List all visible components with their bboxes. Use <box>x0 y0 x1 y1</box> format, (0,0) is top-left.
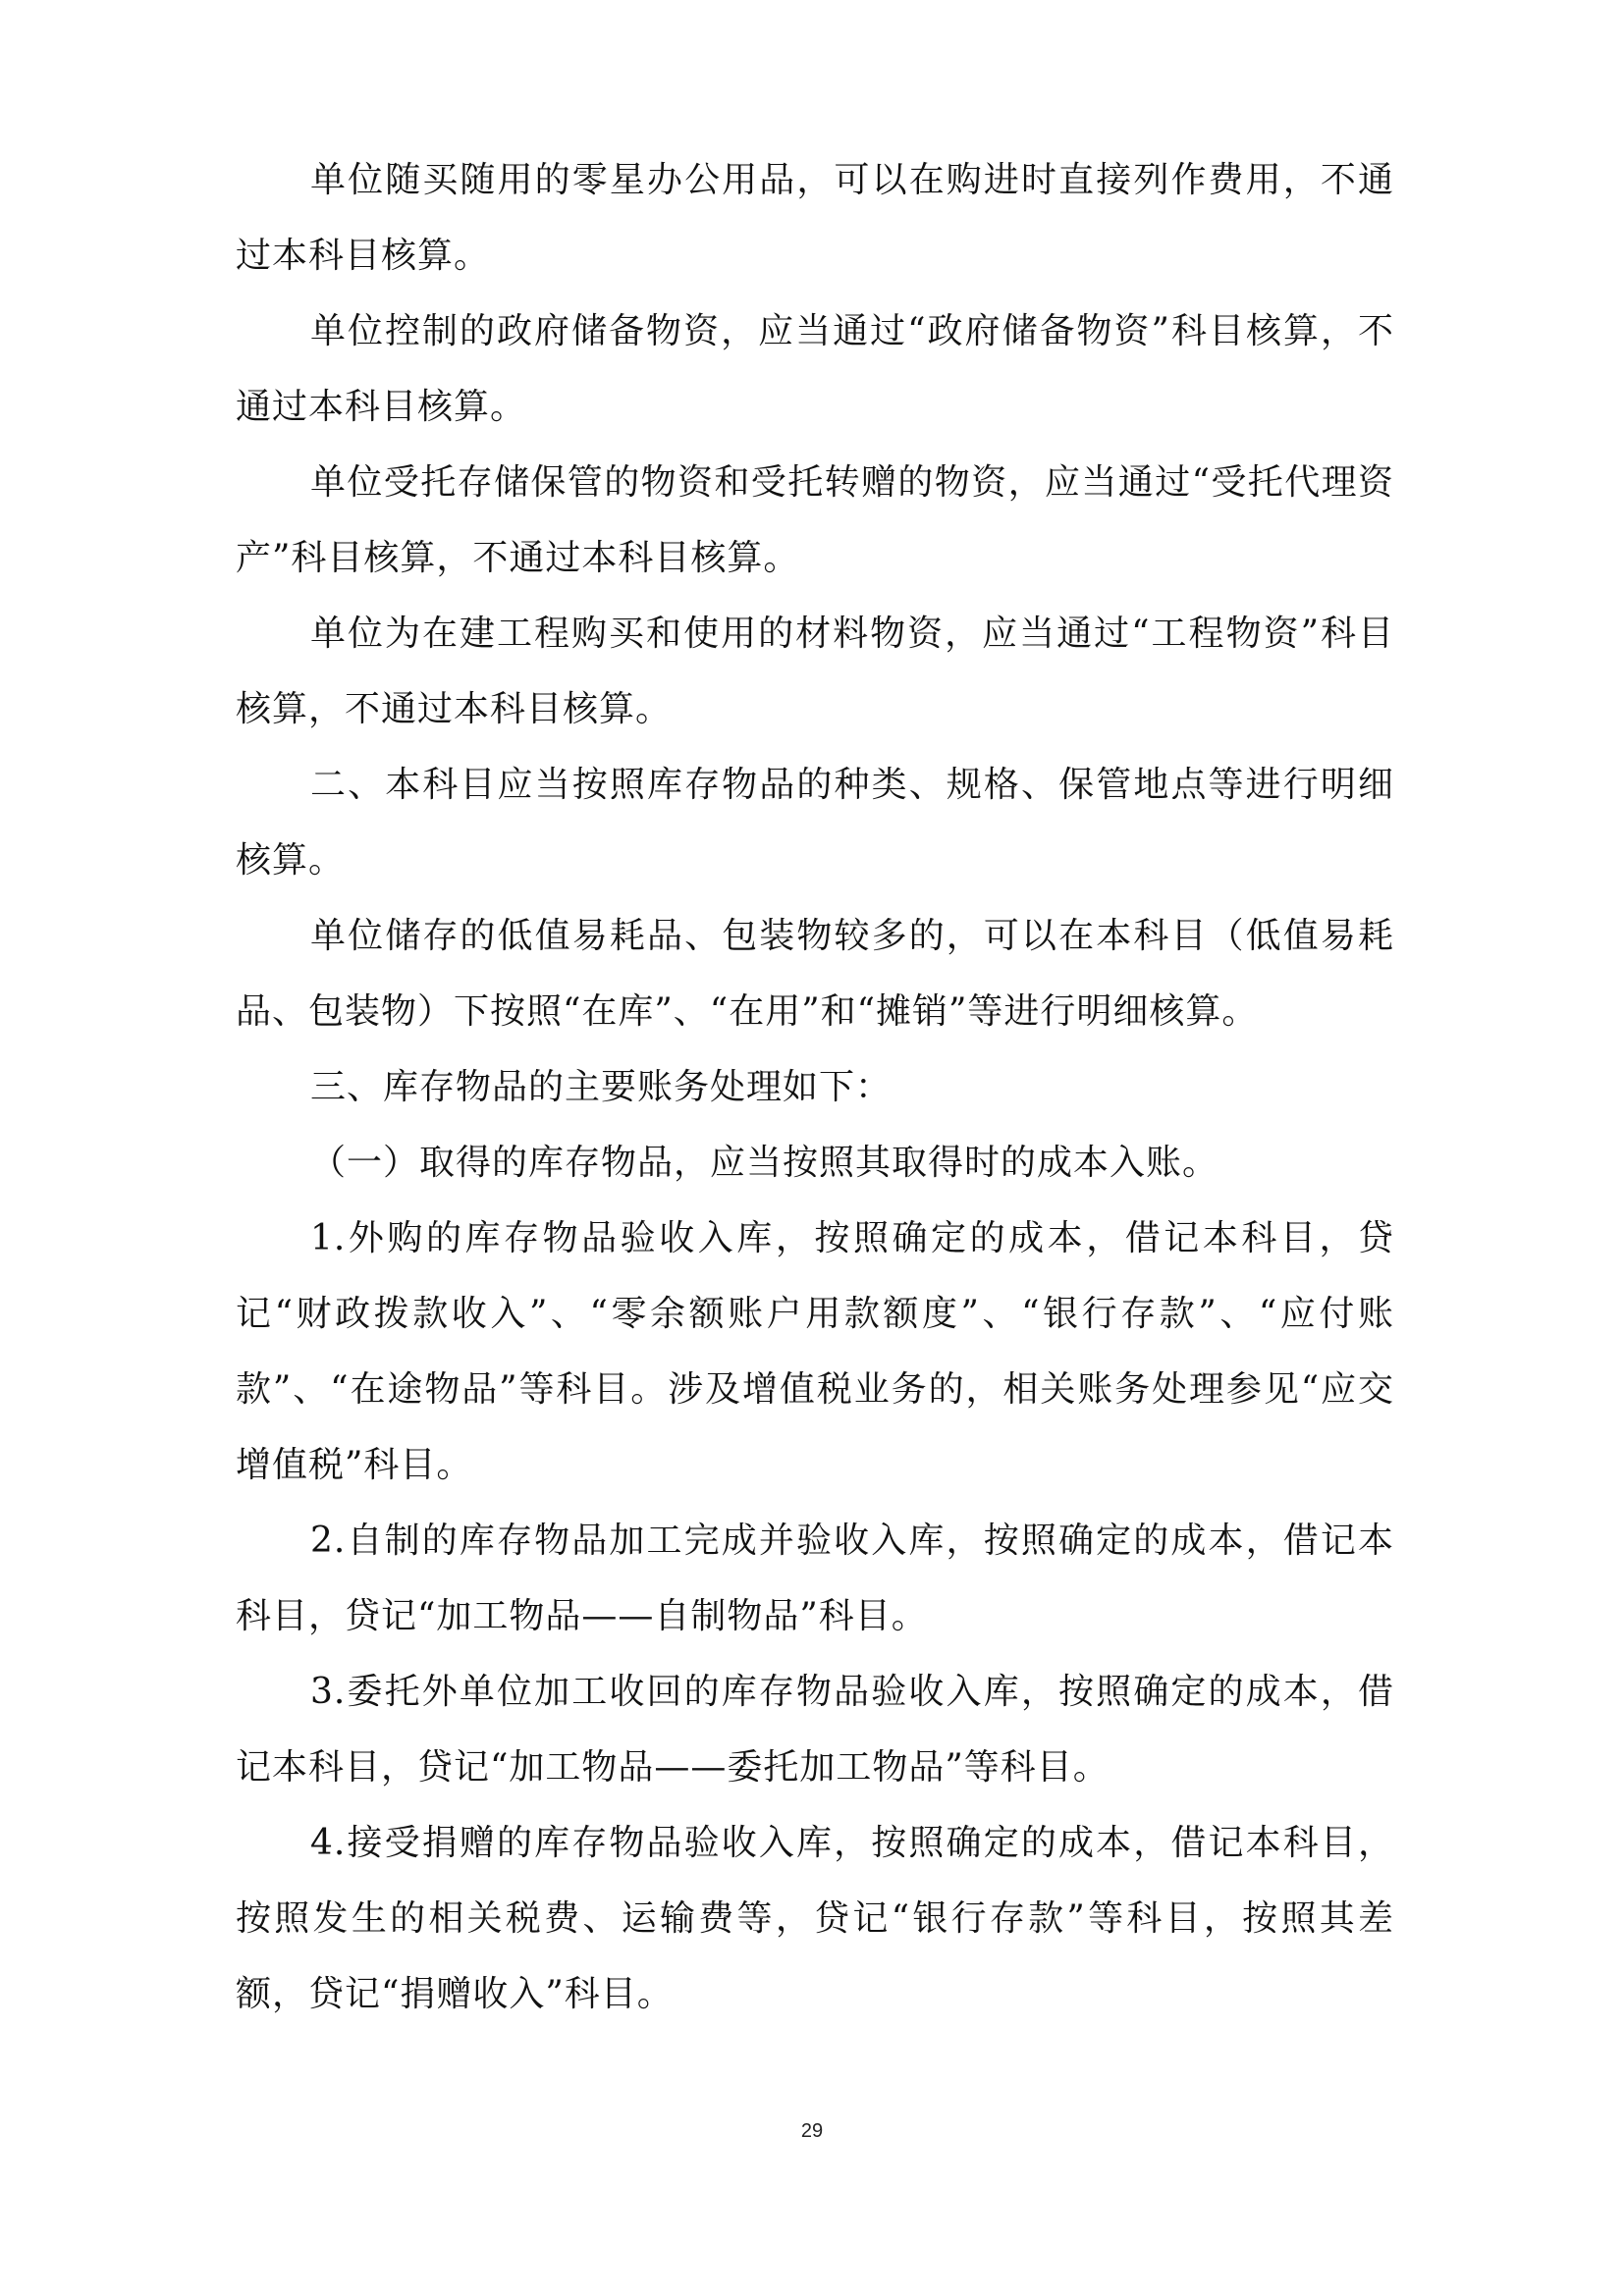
paragraph-low-value-consumables: 单位储存的低值易耗品、包装物较多的，可以在本科目（低值易耗品、包装物）下按照“在库”、“在用”和“摊销”等进行明细核算。 <box>236 916 1394 1032</box>
paragraph-item-2: 2.自制的库存物品加工完成并验收入库，按照确定的成本，借记本科目，贷记“加工物品——自制物品”科目。 <box>236 1521 1394 1636</box>
document-body <box>236 142 1394 2032</box>
paragraph-item-3: 3.委托外单位加工收回的库存物品验收入库，按照确定的成本，借记本科目，贷记“加工物品——委托加工物品”等科目。 <box>236 1672 1394 1788</box>
paragraph-government-reserves: 单位控制的政府储备物资，应当通过“政府储备物资”科目核算，不通过本科目核算。 <box>236 311 1394 427</box>
paragraph-section-two: 二、本科目应当按照库存物品的种类、规格、保管地点等进行明细核算。 <box>236 765 1394 881</box>
page-number: 29 <box>800 2120 824 2142</box>
paragraph-subsection-one: （一）取得的库存物品，应当按照其取得时的成本入账。 <box>310 1143 1219 1183</box>
paragraph-section-three: 三、库存物品的主要账务处理如下： <box>310 1067 893 1107</box>
paragraph-item-4: 4.接受捐赠的库存物品验收入库，按照确定的成本，借记本科目，按照发生的相关税费、运输费等，贷记“银行存款”等科目，按照其差额，贷记“捐赠收入”科目。 <box>236 1823 1394 2014</box>
paragraph-engineering-materials: 单位为在建工程购买和使用的材料物资，应当通过“工程物资”科目核算，不通过本科目核算。 <box>236 614 1394 729</box>
paragraph-item-1: 1.外购的库存物品验收入库，按照确定的成本，借记本科目，贷记“财政拨款收入”、“零余额账户用款额度”、“银行存款”、“应付账款”、“在途物品”等科目。涉及增值税业务的，相关账务处理参见“应交增值税”科目。 <box>236 1218 1394 1485</box>
paragraph-entrusted-assets: 单位受托存储保管的物资和受托转赠的物资，应当通过“受托代理资产”科目核算，不通过本科目核算。 <box>236 462 1394 578</box>
paragraph-office-supplies: 单位随买随用的零星办公用品，可以在购进时直接列作费用，不通过本科目核算。 <box>236 160 1394 276</box>
